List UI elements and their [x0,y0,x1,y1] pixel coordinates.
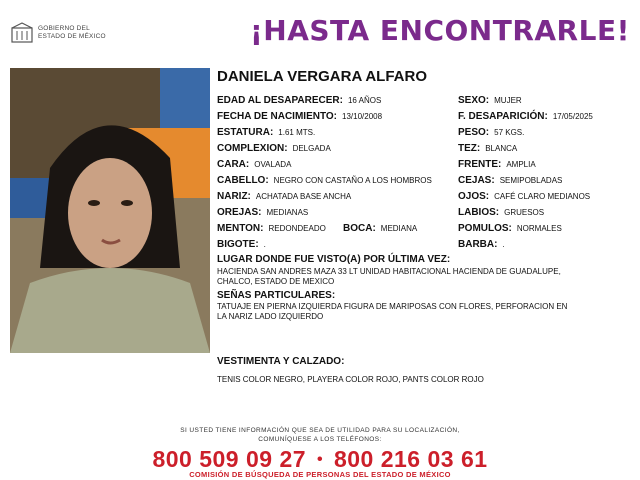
person-photo [10,68,210,353]
field-skin-tone: TEZ: BLANCA [458,143,518,154]
field-mustache: BIGOTE: . [217,239,266,250]
field-chin: MENTON: REDONDEADO [217,223,326,234]
headline: ¡HASTA ENCONTRARLE! [250,14,630,47]
field-weight: PESO: 57 KGS. [458,127,525,138]
field-height: ESTATURA: 1.61 MTS. [217,127,316,138]
field-cheekbones: POMULOS: NORMALES [458,223,562,234]
clothing-text: TENIS COLOR NEGRO, PLAYERA COLOR ROJO, PANTS COLOR ROJO [217,375,484,384]
clothing-title: VESTIMENTA Y CALZADO: [217,356,345,367]
field-hair: CABELLO: NEGRO CON CASTAÑO A LOS HOMBROS [217,175,432,186]
marks-title: SEÑAS PARTICULARES: [217,290,336,301]
phone-2: 800 216 03 61 [333,446,488,472]
gov-line-1: GOBIERNO DEL [38,25,90,32]
last-seen-title: LUGAR DONDE FUE VISTO(A) POR ÚLTIMA VEZ: [217,254,451,265]
field-ears: OREJAS: MEDIANAS [217,207,309,218]
field-birth-date: FECHA DE NACIMIENTO: 13/10/2008 [217,111,383,122]
field-nose: NARIZ: ACHATADA BASE ANCHA [217,191,352,202]
field-sex: SEXO: MUJER [458,95,522,106]
state-seal-icon [10,22,34,44]
field-age: EDAD AL DESAPARECER: 16 AÑOS [217,95,382,106]
field-disappearance-date: F. DESAPARICIÓN: 17/05/2025 [458,111,593,122]
field-eyes: OJOS: CAFÉ CLARO MEDIANOS [458,191,591,202]
contact-note-2: COMUNÍQUESE A LOS TELÉFONOS: [258,436,382,443]
field-complexion: COMPLEXION: DELGADA [217,143,331,154]
field-mouth: BOCA: MEDIANA [343,223,418,234]
government-logo [10,20,120,46]
field-forehead: FRENTE: AMPLIA [458,159,536,170]
phone-1: 800 509 09 27 [152,446,307,472]
commission-name: COMISIÓN DE BÚSQUEDA DE PERSONAS DEL ESTADO DE MÉXICO [189,470,451,479]
phone-numbers [100,446,540,473]
marks-text: TATUAJE EN PIERNA IZQUIERDA FIGURA DE MARIPOSAS CON FLORES, PERFORACION EN LA NARIZ LADO IZQUIERDO [217,302,568,321]
phone-separator: • [316,451,324,468]
field-beard: BARBA: . [458,239,505,250]
field-lips: LABIOS: GRUESOS [458,207,545,218]
field-face: CARA: OVALADA [217,159,292,170]
last-seen-text: HACIENDA SAN ANDRES MAZA 33 LT UNIDAD HABITACIONAL HACIENDA DE GUADALUPE, CHALCO, ESTADO DE MEXICO [217,267,561,286]
contact-note-1: SI USTED TIENE INFORMACIÓN QUE SEA DE UTILIDAD PARA SU LOCALIZACIÓN, [180,427,460,434]
gov-line-2: ESTADO DE MÉXICO [38,33,106,40]
field-eyebrows: CEJAS: SEMIPOBLADAS [458,175,563,186]
person-name: DANIELA VERGARA ALFARO [217,68,427,85]
